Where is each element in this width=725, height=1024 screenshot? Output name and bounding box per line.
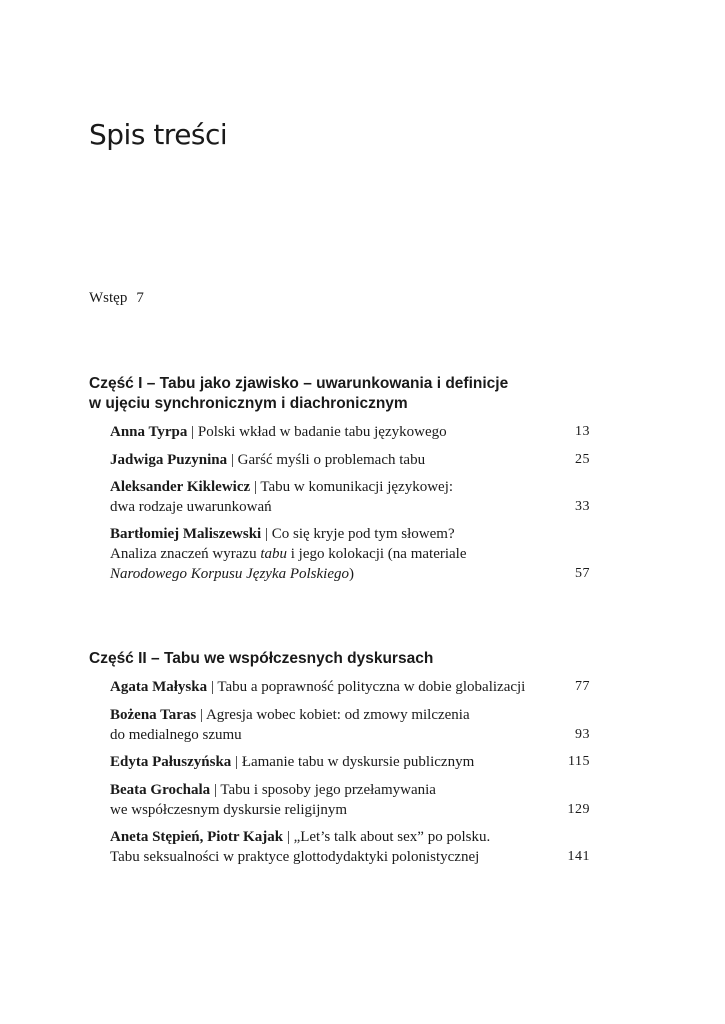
entry-author: Anna Tyrpa [110, 424, 188, 440]
entry-page-number: 93 [575, 727, 590, 742]
entry-page-number: 115 [568, 754, 590, 769]
entry-title: Tabu a poprawność polityczna w dobie globalizacji [217, 679, 526, 695]
entry-title: Co się kryje pod tym słowem? [271, 526, 455, 542]
toc-entry-puzynina [110, 450, 590, 470]
entry-page-number: 57 [575, 566, 590, 581]
entry-title: Łamanie tabu w dyskursie publicznym [241, 754, 475, 770]
entry-title: „Let’s talk about sex” po polsku. [293, 829, 491, 845]
entry-separator: | [227, 452, 238, 468]
entry-page-number: 25 [575, 452, 590, 467]
part-1-heading-line-1: Część I – Tabu jako zjawisko – uwarunkowania i definicje [89, 375, 509, 392]
intro-entry [89, 290, 144, 307]
toc-entry-paluszynska [110, 752, 590, 772]
toc-entry-grochala [110, 780, 590, 820]
entry-page-number: 77 [575, 679, 590, 694]
entry-separator: | [207, 679, 218, 695]
entry-title-continued: we współczesnym dyskursie religijnym [110, 802, 348, 818]
toc-entry-malyska [110, 677, 590, 697]
part-1-heading [89, 374, 589, 414]
toc-entry-tyrpa [110, 422, 590, 442]
entry-title: Garść myśli o problemach tabu [237, 452, 426, 468]
part-2-heading [89, 649, 589, 669]
toc-entry-taras [110, 705, 590, 745]
entry-separator: | [196, 707, 206, 723]
entry-author: Aneta Stępień, Piotr Kajak [110, 829, 284, 845]
intro-page-number: 7 [136, 290, 144, 306]
entry-page-number: 13 [575, 424, 590, 439]
toc-entry-maliszewski [110, 524, 590, 584]
entry-author: Bartłomiej Maliszewski [110, 526, 262, 542]
entry-title: Agresja wobec kobiet: od zmowy milczenia [205, 707, 470, 723]
entry-separator: | [187, 424, 198, 440]
entry-title: Tabu i sposoby jego przełamywania [220, 782, 436, 798]
part-1-heading-line-2: w ujęciu synchronicznym i diachronicznym [89, 395, 408, 412]
entry-title-continued: Narodowego Korpusu Języka Polskiego) [110, 566, 354, 582]
toc-entry-kiklewicz [110, 477, 590, 517]
entry-title: Tabu w komunikacji językowej: [260, 479, 454, 495]
entry-author: Bożena Taras [110, 707, 197, 723]
entry-author: Beata Grochala [110, 782, 211, 798]
entry-author: Jadwiga Puzynina [110, 452, 228, 468]
entry-separator: | [283, 829, 294, 845]
entry-page-number: 33 [575, 499, 590, 514]
entry-separator: | [250, 479, 261, 495]
entry-author: Aleksander Kiklewicz [110, 479, 251, 495]
entry-title-continued: do medialnego szumu [110, 727, 242, 743]
entry-separator: | [261, 526, 272, 542]
entry-title-continued: Tabu seksualności w praktyce glottodydaktyki polonistycznej [110, 849, 480, 865]
entry-title: Polski wkład w badanie tabu językowego [197, 424, 447, 440]
entry-title-italic: tabu [260, 546, 287, 562]
entry-separator: | [210, 782, 221, 798]
entry-title-continued: Analiza znaczeń wyrazu tabu i jego kolokacji (na materiale [110, 546, 467, 562]
entry-page-number: 129 [567, 802, 590, 817]
entry-title-italic: Narodowego Korpusu Języka Polskiego [110, 566, 349, 582]
page-title: Spis treści [89, 118, 228, 151]
part-2-heading-line-1: Część II – Tabu we współczesnych dyskursach [89, 650, 434, 667]
entry-title-continued: dwa rodzaje uwarunkowań [110, 499, 272, 515]
entry-author: Edyta Pałuszyńska [110, 754, 232, 770]
entry-separator: | [231, 754, 242, 770]
entry-page-number: 141 [567, 849, 590, 864]
toc-entry-stepien-kajak [110, 827, 590, 867]
intro-label: Wstęp [89, 290, 128, 306]
entry-author: Agata Małyska [110, 679, 208, 695]
